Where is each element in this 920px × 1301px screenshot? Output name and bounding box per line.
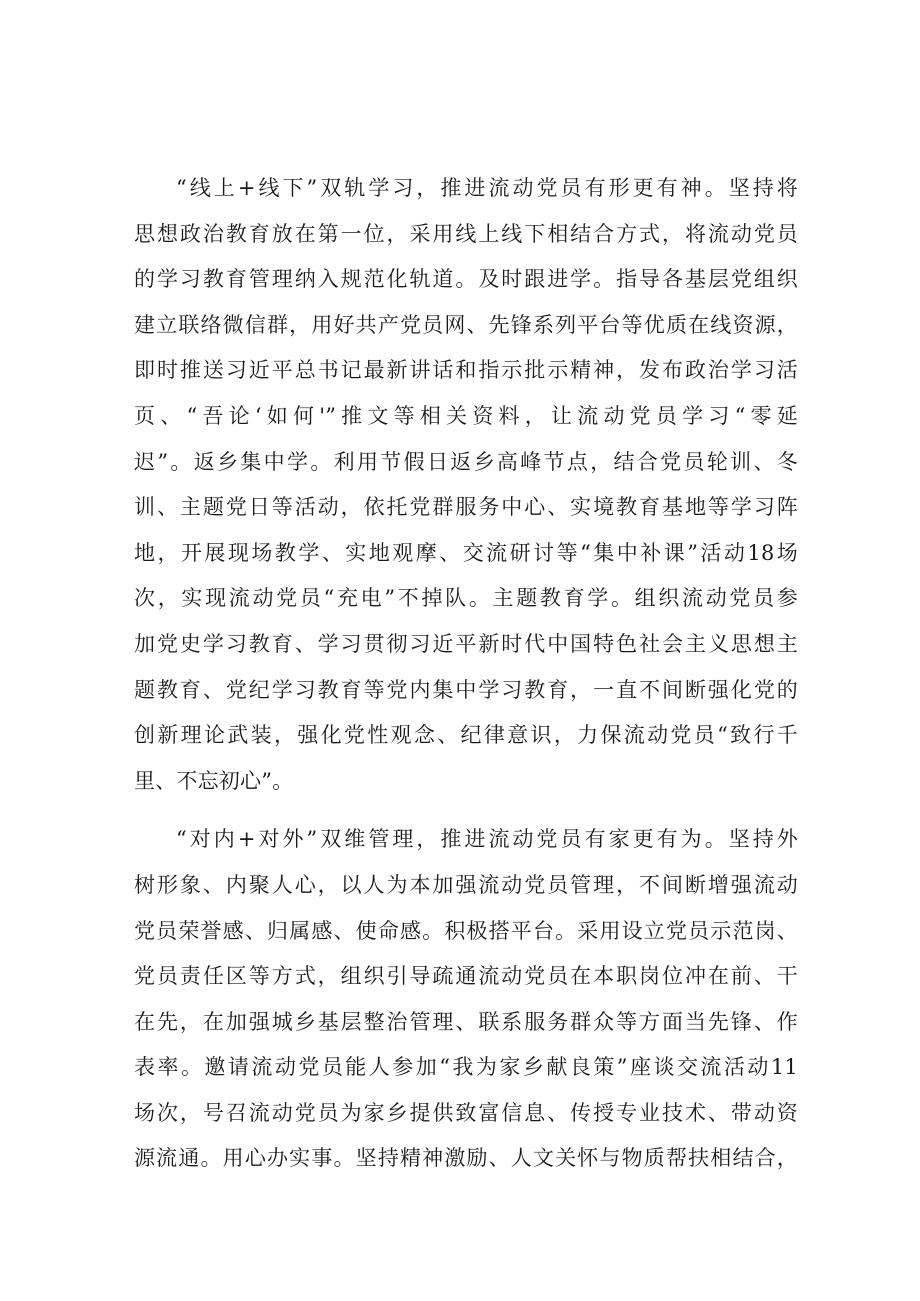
- text-line: 训、主题党日等活动，依托党群服务中心、实境教育基地等学习阵: [134, 495, 798, 520]
- text-line: 在先，在加强城乡基层整治管理、联系服务群众等方面当先锋、作: [134, 1009, 798, 1034]
- paragraph-management: [134, 817, 798, 1182]
- text-line: 题教育、党纪学习教育等党内集中学习教育，一直不间断强化党的: [134, 677, 798, 702]
- document-body: [134, 166, 798, 1182]
- text-line: 建立联络微信群，用好共产党员网、先锋系列平台等优质在线资源，: [134, 312, 798, 337]
- text-line: 页、“吾论‘如何'”推文等相关资料，让流动党员学习“零延: [134, 403, 798, 428]
- text-line: 加党史学习教育、学习贯彻习近平新时代中国特色社会主义思想主: [134, 631, 798, 656]
- text-line: 地，开展现场教学、实地观摩、交流研讨等“集中补课”活动18场: [134, 540, 798, 565]
- text-line: 树形象、内聚人心，以人为本加强流动党员管理，不间断增强流动: [134, 872, 798, 897]
- text-line: 创新理论武装，强化党性观念、纪律意识，力保流动党员“致行千: [134, 723, 798, 748]
- text-line: 的学习教育管理纳入规范化轨道。及时跟进学。指导各基层党组织: [134, 267, 798, 292]
- text-line: 党员责任区等方式，组织引导疏通流动党员在本职岗位冲在前、干: [134, 964, 798, 989]
- text-line: 源流通。用心办实事。坚持精神激励、人文关怀与物质帮扶相结合，: [134, 1146, 798, 1171]
- text-line: 表率。邀请流动党员能人参加“我为家乡献良策”座谈交流活动11: [134, 1055, 798, 1080]
- text-line: 里、不忘初心”。: [134, 768, 294, 793]
- text-line: 迟”。返乡集中学。利用节假日返乡高峰节点，结合党员轮训、冬: [134, 449, 798, 474]
- text-line: 场次，号召流动党员为家乡提供致富信息、传授专业技术、带动资: [134, 1100, 798, 1125]
- paragraph-learning: [134, 166, 798, 804]
- text-line: 思想政治教育放在第一位，采用线上线下相结合方式，将流动党员: [134, 221, 798, 246]
- text-line: “线上+线下”双轨学习，推进流动党员有形更有神。坚持将: [176, 176, 798, 200]
- text-line: 党员荣誉感、归属感、使命感。积极搭平台。采用设立党员示范岗、: [134, 918, 798, 943]
- text-line: 即时推送习近平总书记最新讲话和指示批示精神，发布政治学习活: [134, 358, 798, 383]
- text-line: “对内+对外”双维管理，推进流动党员有家更有为。坚持外: [176, 827, 798, 852]
- text-line: 次，实现流动党员“充电”不掉队。主题教育学。组织流动党员参: [134, 586, 798, 611]
